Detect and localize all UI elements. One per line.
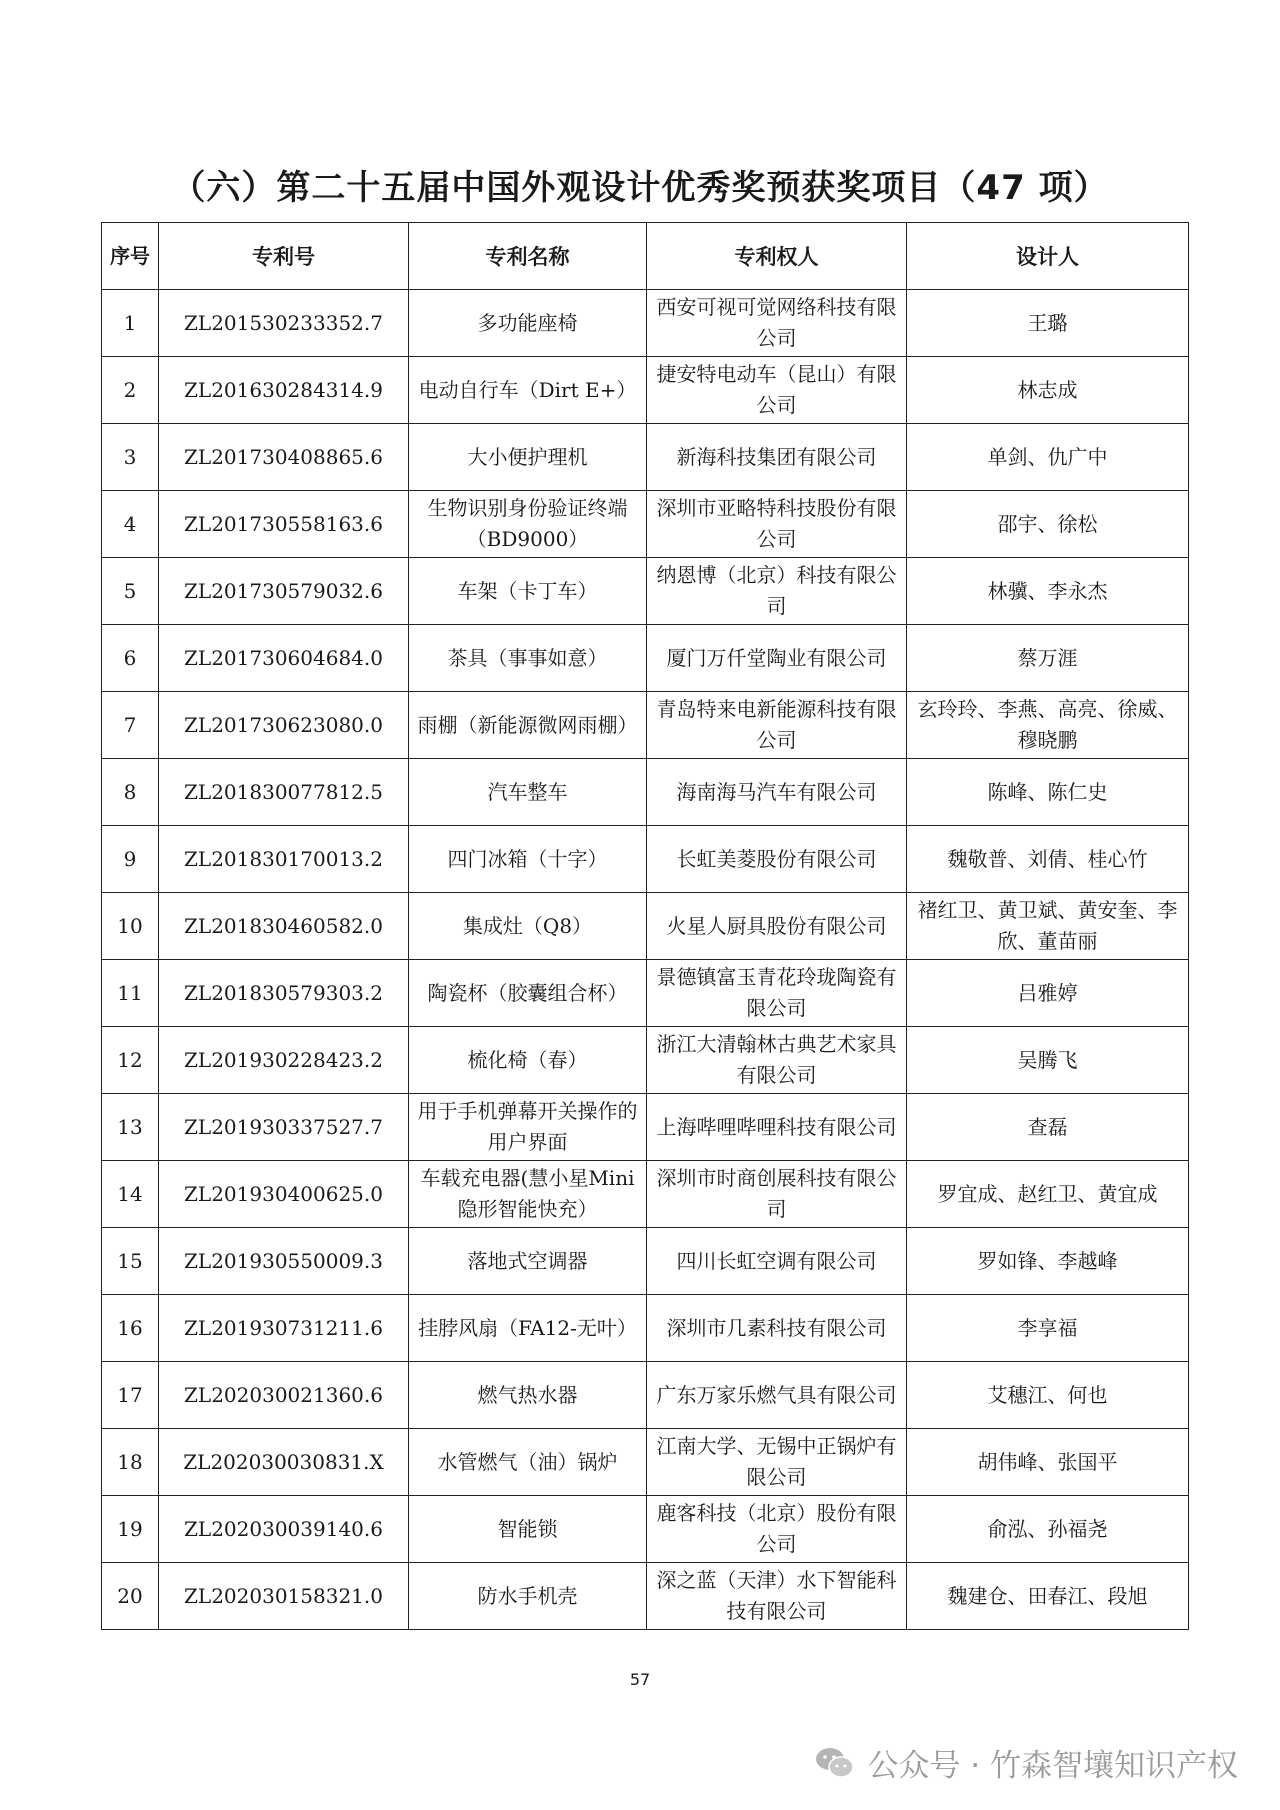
row-seq: 1: [102, 290, 159, 357]
row-designer: 罗宜成、赵红卫、黄宜成: [907, 1161, 1189, 1228]
row-patent-number: ZL201930228423.2: [159, 1027, 409, 1094]
row-patent-owner: 上海哔哩哔哩科技有限公司: [647, 1094, 907, 1161]
row-patent-name: 落地式空调器: [409, 1228, 647, 1295]
row-patent-name: 用于手机弹幕开关操作的用户界面: [409, 1094, 647, 1161]
table-row: [102, 625, 1189, 692]
table-body: [102, 290, 1189, 1630]
row-patent-name: 生物识别身份验证终端（BD9000）: [409, 491, 647, 558]
row-patent-number: ZL201730579032.6: [159, 558, 409, 625]
row-patent-name: 四门冰箱（十字）: [409, 826, 647, 893]
table-row: [102, 893, 1189, 960]
row-patent-name: 雨棚（新能源微网雨棚）: [409, 692, 647, 759]
row-patent-owner: 新海科技集团有限公司: [647, 424, 907, 491]
row-seq: 2: [102, 357, 159, 424]
row-patent-owner: 四川长虹空调有限公司: [647, 1228, 907, 1295]
row-patent-number: ZL202030030831.X: [159, 1429, 409, 1496]
row-patent-number: ZL201830460582.0: [159, 893, 409, 960]
row-seq: 8: [102, 759, 159, 826]
row-patent-number: ZL201830579303.2: [159, 960, 409, 1027]
row-patent-number: ZL202030039140.6: [159, 1496, 409, 1563]
row-patent-number: ZL201830170013.2: [159, 826, 409, 893]
row-patent-name: 燃气热水器: [409, 1362, 647, 1429]
row-patent-owner: 浙江大清翰林古典艺术家具有限公司: [647, 1027, 907, 1094]
row-seq: 9: [102, 826, 159, 893]
table-row: [102, 357, 1189, 424]
row-patent-owner: 纳恩博（北京）科技有限公司: [647, 558, 907, 625]
row-patent-number: ZL201730408865.6: [159, 424, 409, 491]
row-patent-number: ZL202030021360.6: [159, 1362, 409, 1429]
table-row: [102, 558, 1189, 625]
table-row: [102, 1429, 1189, 1496]
row-patent-owner: 广东万家乐燃气具有限公司: [647, 1362, 907, 1429]
table-row: [102, 1094, 1189, 1161]
row-patent-owner: 长虹美菱股份有限公司: [647, 826, 907, 893]
row-designer: 陈峰、陈仁史: [907, 759, 1189, 826]
row-patent-name: 电动自行车（Dirt E+）: [409, 357, 647, 424]
row-patent-owner: 深圳市亚略特科技股份有限公司: [647, 491, 907, 558]
table-row: [102, 960, 1189, 1027]
row-seq: 16: [102, 1295, 159, 1362]
row-patent-owner: 鹿客科技（北京）股份有限公司: [647, 1496, 907, 1563]
table-row: [102, 1362, 1189, 1429]
header-patent-number: 专利号: [159, 223, 409, 290]
row-patent-owner: 江南大学、无锡中正锅炉有限公司: [647, 1429, 907, 1496]
row-patent-owner: 火星人厨具股份有限公司: [647, 893, 907, 960]
table-row: [102, 424, 1189, 491]
row-patent-number: ZL201930550009.3: [159, 1228, 409, 1295]
header-patent-name: 专利名称: [409, 223, 647, 290]
row-designer: 魏敬普、刘倩、桂心竹: [907, 826, 1189, 893]
row-designer: 罗如锋、李越峰: [907, 1228, 1189, 1295]
header-patent-owner: 专利权人: [647, 223, 907, 290]
row-seq: 7: [102, 692, 159, 759]
row-patent-name: 水管燃气（油）锅炉: [409, 1429, 647, 1496]
row-patent-number: ZL201530233352.7: [159, 290, 409, 357]
row-patent-number: ZL201630284314.9: [159, 357, 409, 424]
row-patent-name: 汽车整车: [409, 759, 647, 826]
row-designer: 林骥、李永杰: [907, 558, 1189, 625]
row-seq: 4: [102, 491, 159, 558]
row-patent-owner: 深圳市时商创展科技有限公司: [647, 1161, 907, 1228]
row-patent-owner: 景德镇富玉青花玲珑陶瓷有限公司: [647, 960, 907, 1027]
table-row: [102, 491, 1189, 558]
row-designer: 俞泓、孙福尧: [907, 1496, 1189, 1563]
row-seq: 19: [102, 1496, 159, 1563]
watermark: [815, 1740, 1238, 1785]
row-seq: 5: [102, 558, 159, 625]
table-row: [102, 692, 1189, 759]
row-seq: 3: [102, 424, 159, 491]
row-seq: 13: [102, 1094, 159, 1161]
row-designer: 艾穗江、何也: [907, 1362, 1189, 1429]
row-patent-owner: 厦门万仟堂陶业有限公司: [647, 625, 907, 692]
row-patent-name: 梳化椅（春）: [409, 1027, 647, 1094]
row-seq: 11: [102, 960, 159, 1027]
page-number: 57: [629, 1670, 651, 1689]
wechat-icon: [815, 1746, 855, 1780]
row-seq: 15: [102, 1228, 159, 1295]
row-seq: 18: [102, 1429, 159, 1496]
row-patent-name: 多功能座椅: [409, 290, 647, 357]
row-designer: 吕雅婷: [907, 960, 1189, 1027]
row-designer: 褚红卫、黄卫斌、黄安奎、李欣、董苗丽: [907, 893, 1189, 960]
row-designer: 胡伟峰、张国平: [907, 1429, 1189, 1496]
row-seq: 10: [102, 893, 159, 960]
row-patent-owner: 捷安特电动车（昆山）有限公司: [647, 357, 907, 424]
page-title: （六）第二十五届中国外观设计优秀奖预获奖项目（47 项）: [171, 168, 1109, 208]
row-seq: 12: [102, 1027, 159, 1094]
row-designer: 李享福: [907, 1295, 1189, 1362]
table-row: [102, 1496, 1189, 1563]
row-designer: 王璐: [907, 290, 1189, 357]
header-seq: 序号: [102, 223, 159, 290]
row-patent-number: ZL202030158321.0: [159, 1563, 409, 1630]
row-designer: 吴腾飞: [907, 1027, 1189, 1094]
row-patent-name: 挂脖风扇（FA12-无叶）: [409, 1295, 647, 1362]
table-row: [102, 826, 1189, 893]
row-patent-owner: 深之蓝（天津）水下智能科技有限公司: [647, 1563, 907, 1630]
table-row: [102, 1027, 1189, 1094]
row-designer: 魏建仓、田春江、段旭: [907, 1563, 1189, 1630]
table-row: [102, 1563, 1189, 1630]
row-designer: 蔡万涯: [907, 625, 1189, 692]
row-patent-number: ZL201730558163.6: [159, 491, 409, 558]
row-patent-number: ZL201930400625.0: [159, 1161, 409, 1228]
row-seq: 17: [102, 1362, 159, 1429]
table-row: [102, 759, 1189, 826]
row-patent-name: 车架（卡丁车）: [409, 558, 647, 625]
row-patent-number: ZL201730623080.0: [159, 692, 409, 759]
row-patent-name: 大小便护理机: [409, 424, 647, 491]
table-header-row: [102, 223, 1189, 290]
row-designer: 查磊: [907, 1094, 1189, 1161]
table-row: [102, 1161, 1189, 1228]
row-seq: 20: [102, 1563, 159, 1630]
row-patent-name: 智能锁: [409, 1496, 647, 1563]
row-patent-name: 茶具（事事如意）: [409, 625, 647, 692]
table-row: [102, 1295, 1189, 1362]
row-patent-name: 陶瓷杯（胶囊组合杯）: [409, 960, 647, 1027]
row-patent-owner: 海南海马汽车有限公司: [647, 759, 907, 826]
table-row: [102, 1228, 1189, 1295]
row-patent-number: ZL201730604684.0: [159, 625, 409, 692]
row-patent-name: 集成灶（Q8）: [409, 893, 647, 960]
row-patent-name: 防水手机壳: [409, 1563, 647, 1630]
row-patent-owner: 西安可视可觉网络科技有限公司: [647, 290, 907, 357]
row-seq: 14: [102, 1161, 159, 1228]
row-patent-owner: 深圳市几素科技有限公司: [647, 1295, 907, 1362]
row-patent-number: ZL201930337527.7: [159, 1094, 409, 1161]
row-patent-owner: 青岛特来电新能源科技有限公司: [647, 692, 907, 759]
row-patent-number: ZL201930731211.6: [159, 1295, 409, 1362]
row-seq: 6: [102, 625, 159, 692]
watermark-text: 公众号 · 竹森智壤知识产权: [867, 1748, 1238, 1784]
header-designer: 设计人: [907, 223, 1189, 290]
row-designer: 玄玲玲、李燕、高亮、徐威、穆晓鹏: [907, 692, 1189, 759]
row-patent-number: ZL201830077812.5: [159, 759, 409, 826]
row-designer: 邵宇、徐松: [907, 491, 1189, 558]
table-row: [102, 290, 1189, 357]
row-designer: 林志成: [907, 357, 1189, 424]
row-designer: 单剑、仇广中: [907, 424, 1189, 491]
row-patent-name: 车载充电器(慧小星Mini隐形智能快充）: [409, 1161, 647, 1228]
awards-table: [101, 222, 1189, 1630]
